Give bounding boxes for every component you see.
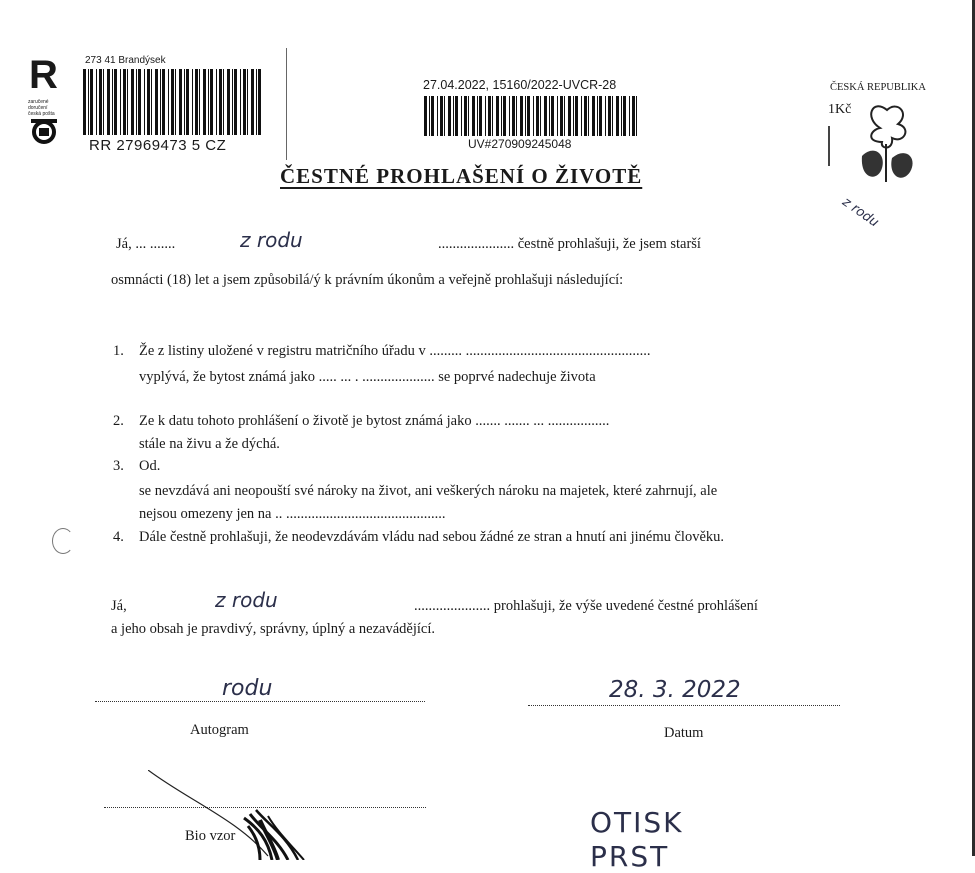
item-2-line2: stále na živu a že dýchá. — [139, 436, 280, 452]
date-handwritten: 28. 3. 2022 — [605, 677, 745, 703]
item-3-line3: nejsou omezeny jen na .. ............................................ — [139, 506, 446, 522]
office-barcode-caption: UV#270909245048 — [468, 137, 572, 151]
otisk-second-line: PRST — [590, 840, 670, 873]
r-letter-logo: R — [29, 53, 58, 97]
stamp-side-text-mark — [828, 126, 830, 166]
otisk-handwritten: OTISK — [590, 806, 684, 839]
office-barcode — [424, 96, 638, 136]
item-3-line2: se nevzdává ani neopouští své nároky na život, ani veškerých nároku na majetek, které zahrnují, ale — [139, 483, 718, 499]
item-2-line1: Ze k datu tohoto prohlášení o životě je bytost známá jako ....... ....... ... ................. — [139, 413, 610, 429]
item-1-line1: Že z listiny uložené v registru matričního úřadu v ......... ................................................... — [139, 343, 651, 359]
hair-sample-image — [148, 770, 318, 865]
closing-line1-suffix: ..................... prohlašuji, že výše uvedené čestné prohlášení — [414, 598, 758, 614]
label-cut-line — [286, 48, 287, 160]
stamp-country: ČESKÁ REPUBLIKA — [830, 82, 926, 93]
stamp-value: 1Kč — [828, 102, 852, 117]
closing-line2: a jeho obsah je pravdivý, správny, úplný a nezavádějící. — [111, 621, 435, 637]
item-3-number: 3. — [113, 458, 124, 474]
item-2-number: 2. — [113, 413, 124, 429]
office-date-reference: 27.04.2022, 15160/2022-UVCR-28 — [423, 78, 617, 92]
item-3-line1: Od. — [139, 458, 161, 474]
intro-line1-prefix: Já, ... ....... — [116, 236, 176, 252]
bio-label: Bio vzor — [185, 828, 236, 844]
registered-mail-label — [25, 55, 265, 155]
postage-stamp — [822, 80, 926, 195]
postcode-place: 273 41 Brandýsek — [85, 55, 166, 66]
closing-prefix: Já, — [111, 598, 127, 614]
item-1-line2: vyplývá, že bytost známá jako ..... ... . .................... se poprvé nadechuje života — [139, 369, 596, 385]
signature-handwritten: rodu — [218, 676, 276, 701]
intro-handwritten-name: z rodu — [240, 228, 303, 252]
document-title: ČESTNÉ PROHLAŠENÍ O ŽIVOTĚ — [280, 164, 643, 188]
cyclamen-flower-icon — [852, 98, 922, 195]
intro-line2: osmnácti (18) let a jsem způsobilá/ý k právním úkonům a veřejně prohlašuji následující: — [111, 272, 624, 288]
item-4-line1: Dále čestně prohlašuji, že neodevzdávám vládu nad sebou žádné ze stran a hnutí ani jinému člověku. — [139, 529, 725, 545]
tracking-barcode — [83, 69, 263, 135]
registered-side-label: zaručené doručení česká pošta — [28, 99, 55, 117]
posthorn-icon — [29, 119, 59, 150]
date-dotted-line — [528, 704, 840, 706]
tracking-number: RR 27969473 5 CZ — [89, 137, 227, 154]
punch-hole-mark — [52, 528, 74, 554]
signature-label: Autogram — [190, 722, 249, 738]
date-label: Datum — [664, 725, 704, 741]
item-1-number: 1. — [113, 343, 124, 359]
margin-handwritten-note: z rodu — [839, 194, 882, 231]
closing-handwritten-name: z rodu — [215, 588, 278, 612]
item-4-number: 4. — [113, 529, 124, 545]
intro-line1-suffix: ..................... čestně prohlašuji, že jsem starší — [438, 236, 701, 252]
